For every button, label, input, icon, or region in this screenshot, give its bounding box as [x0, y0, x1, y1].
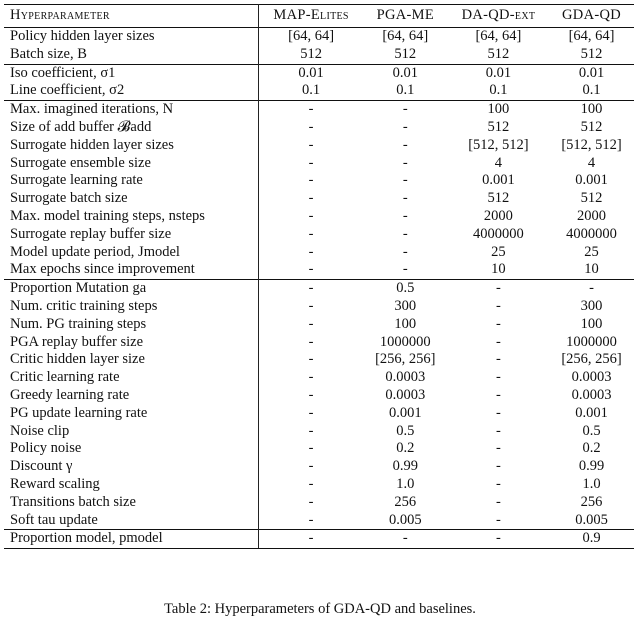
cell-pga-me: 0.99 — [392, 458, 418, 475]
cell-pga-me: 256 — [394, 493, 417, 510]
cell-hyperparameter: Surrogate hidden layer sizes — [4, 137, 259, 155]
cell-gda-qd: 25 — [584, 243, 599, 260]
cell-da-qd-ext: 512 — [487, 45, 510, 62]
cell-gda-qd: 100 — [580, 315, 603, 332]
cell-da-qd-ext: [512, 512] — [468, 136, 529, 153]
cell-hyperparameter: Max epochs since improvement — [4, 261, 259, 279]
table-row — [4, 244, 634, 262]
cell-pga-me: 0.2 — [396, 440, 415, 457]
cell-da-qd-ext: - — [495, 440, 501, 457]
table-row — [4, 476, 634, 494]
cell-pga-me: - — [402, 190, 408, 207]
cell-map-elites: - — [308, 333, 314, 350]
table-row — [4, 155, 634, 173]
cell-hyperparameter: Iso coefficient, σ1 — [4, 64, 259, 82]
table-body — [4, 28, 634, 549]
table-row — [4, 101, 634, 119]
cell-hyperparameter: Greedy learning rate — [4, 387, 259, 405]
table-caption: Table 2: Hyperparameters of GDA-QD and baselines. — [164, 601, 476, 617]
cell-pga-me: - — [402, 136, 408, 153]
cell-gda-qd: - — [549, 280, 634, 298]
cell-map-elites: - — [308, 404, 314, 421]
cell-gda-qd: 300 — [580, 297, 603, 314]
cell-pga-me: 100 — [394, 315, 417, 332]
cell-hyperparameter: Critic hidden layer size — [4, 351, 259, 369]
table-row — [4, 458, 634, 476]
cell-pga-me: 0.005 — [388, 511, 422, 528]
cell-hyperparameter: Line coefficient, σ2 — [4, 82, 259, 100]
cell-map-elites: [64, 64] — [259, 28, 363, 46]
cell-hyperparameter: Max. imagined iterations, N — [4, 101, 259, 119]
cell-map-elites: - — [308, 511, 314, 528]
cell-map-elites: - — [308, 458, 314, 475]
cell-gda-qd: 512 — [580, 118, 603, 135]
table-row — [4, 261, 634, 279]
cell-pga-me: - — [402, 225, 408, 242]
cell-hyperparameter: Surrogate ensemble size — [4, 155, 259, 173]
header-pga-me: PGA-ME — [363, 5, 448, 28]
cell-map-elites: - — [308, 297, 314, 314]
header-hyperparameter: Hyperparameter — [4, 5, 259, 28]
cell-hyperparameter: Size of add buffer 𝓑add — [4, 119, 259, 137]
cell-map-elites: 512 — [300, 45, 322, 62]
table-row — [4, 64, 634, 82]
cell-pga-me: 0.1 — [396, 82, 415, 99]
cell-pga-me: 0.5 — [363, 280, 448, 298]
cell-pga-me: 0.5 — [396, 422, 415, 439]
cell-hyperparameter: Policy hidden layer sizes — [4, 28, 259, 46]
cell-gda-qd: 512 — [580, 190, 603, 207]
table-row — [4, 423, 634, 441]
cell-pga-me: [256, 256] — [375, 351, 436, 368]
cell-pga-me: 300 — [394, 297, 417, 314]
table-row — [4, 82, 634, 100]
cell-gda-qd: 2000 — [577, 207, 607, 224]
cell-pga-me: 0.01 — [363, 64, 448, 82]
cell-gda-qd: 0.0003 — [571, 369, 612, 386]
cell-gda-qd: 1000000 — [566, 333, 617, 350]
cell-hyperparameter: Model update period, Jmodel — [4, 244, 259, 262]
cell-map-elites: - — [308, 493, 314, 510]
cell-map-elites: - — [308, 261, 314, 278]
table-row — [4, 387, 634, 405]
cell-gda-qd: [256, 256] — [561, 351, 622, 368]
cell-map-elites: - — [308, 351, 314, 368]
cell-hyperparameter: Noise clip — [4, 423, 259, 441]
cell-hyperparameter: Reward scaling — [4, 476, 259, 494]
cell-da-qd-ext: 512 — [487, 190, 510, 207]
cell-pga-me: [64, 64] — [363, 28, 448, 46]
cell-da-qd-ext: - — [495, 422, 501, 439]
cell-da-qd-ext: 0.001 — [482, 172, 515, 189]
cell-map-elites: - — [308, 243, 314, 260]
cell-map-elites: - — [308, 207, 314, 224]
table-row — [4, 334, 634, 352]
cell-pga-me: - — [402, 118, 408, 135]
cell-map-elites: 0.01 — [259, 64, 363, 82]
cell-hyperparameter: Num. critic training steps — [4, 298, 259, 316]
table-row — [4, 316, 634, 334]
cell-pga-me: - — [402, 261, 408, 278]
cell-da-qd-ext: - — [495, 493, 501, 510]
cell-gda-qd: 0.5 — [582, 422, 601, 439]
table-row — [4, 119, 634, 137]
cell-map-elites: - — [259, 101, 363, 119]
table-row — [4, 172, 634, 190]
cell-hyperparameter: Proportion Mutation ga — [4, 280, 259, 298]
table-row — [4, 494, 634, 512]
cell-gda-qd: 100 — [549, 101, 634, 119]
cell-da-qd-ext: - — [495, 458, 501, 475]
cell-da-qd-ext: - — [495, 351, 501, 368]
cell-da-qd-ext: - — [495, 333, 501, 350]
cell-map-elites: - — [308, 440, 314, 457]
cell-map-elites: - — [308, 386, 314, 403]
cell-hyperparameter: Surrogate learning rate — [4, 172, 259, 190]
cell-pga-me: - — [402, 243, 408, 260]
cell-da-qd-ext: 4 — [494, 154, 503, 171]
cell-hyperparameter: Transitions batch size — [4, 494, 259, 512]
cell-gda-qd: 0.2 — [582, 440, 601, 457]
cell-map-elites: - — [308, 225, 314, 242]
cell-gda-qd: [512, 512] — [561, 136, 622, 153]
cell-map-elites: - — [308, 369, 314, 386]
cell-gda-qd: 0.01 — [549, 64, 634, 82]
cell-da-qd-ext: - — [495, 297, 501, 314]
cell-da-qd-ext: 0.01 — [448, 64, 549, 82]
cell-map-elites: - — [308, 315, 314, 332]
cell-da-qd-ext: - — [495, 511, 501, 528]
table-row — [4, 137, 634, 155]
table-row — [4, 280, 634, 298]
cell-gda-qd: 0.99 — [578, 458, 605, 475]
cell-gda-qd: 4 — [587, 154, 596, 171]
cell-pga-me: 0.0003 — [385, 386, 426, 403]
cell-da-qd-ext: - — [495, 386, 501, 403]
cell-da-qd-ext: 10 — [491, 261, 506, 278]
cell-map-elites: - — [308, 422, 314, 439]
cell-pga-me: 1000000 — [379, 333, 431, 350]
cell-pga-me: 1.0 — [396, 475, 415, 492]
cell-da-qd-ext: 25 — [491, 243, 506, 260]
cell-gda-qd: 0.005 — [575, 511, 608, 528]
cell-map-elites: - — [308, 475, 314, 492]
table-row — [4, 226, 634, 244]
table-row — [4, 351, 634, 369]
cell-hyperparameter: Critic learning rate — [4, 369, 259, 387]
table-row — [4, 28, 634, 46]
cell-da-qd-ext: [64, 64] — [448, 28, 549, 46]
cell-map-elites: 0.1 — [302, 82, 321, 99]
cell-gda-qd: 10 — [584, 261, 599, 278]
table-row — [4, 530, 634, 549]
cell-pga-me: 0.0003 — [385, 369, 426, 386]
cell-hyperparameter: Num. PG training steps — [4, 316, 259, 334]
cell-map-elites: - — [259, 280, 363, 298]
cell-map-elites: - — [308, 172, 314, 189]
cell-gda-qd: 512 — [580, 45, 603, 62]
header-gda-qd: GDA-QD — [549, 5, 634, 28]
cell-da-qd-ext: - — [495, 369, 501, 386]
cell-gda-qd: [64, 64] — [549, 28, 634, 46]
cell-da-qd-ext: - — [448, 280, 549, 298]
cell-pga-me: - — [402, 172, 408, 189]
cell-da-qd-ext: - — [495, 475, 501, 492]
cell-hyperparameter: PGA replay buffer size — [4, 334, 259, 352]
table-row — [4, 405, 634, 423]
hyperparameter-table — [4, 4, 634, 549]
table-row — [4, 208, 634, 226]
cell-gda-qd: 0.0003 — [571, 386, 612, 403]
header-map-elites: MAP-Elites — [259, 5, 363, 28]
cell-da-qd-ext: 100 — [448, 101, 549, 119]
cell-pga-me: - — [402, 207, 408, 224]
cell-pga-me: - — [363, 101, 448, 119]
header-da-qd-ext: DA-QD-ext — [448, 5, 549, 28]
cell-pga-me: - — [363, 530, 448, 549]
cell-hyperparameter: Soft tau update — [4, 512, 259, 530]
table-row — [4, 440, 634, 458]
cell-gda-qd: 0.001 — [575, 172, 608, 189]
cell-pga-me: 0.001 — [388, 404, 422, 421]
cell-hyperparameter: PG update learning rate — [4, 405, 259, 423]
cell-gda-qd: 0.001 — [575, 404, 608, 421]
cell-gda-qd: 4000000 — [566, 225, 617, 242]
table-row — [4, 190, 634, 208]
cell-hyperparameter: Surrogate batch size — [4, 190, 259, 208]
cell-hyperparameter: Batch size, B — [4, 46, 259, 64]
cell-map-elites: - — [259, 530, 363, 549]
cell-gda-qd: 1.0 — [582, 475, 601, 492]
cell-da-qd-ext: 512 — [487, 118, 510, 135]
cell-da-qd-ext: - — [495, 315, 501, 332]
cell-hyperparameter: Policy noise — [4, 440, 259, 458]
cell-da-qd-ext: 0.1 — [489, 82, 508, 99]
cell-map-elites: - — [308, 154, 314, 171]
cell-pga-me: 512 — [394, 45, 417, 62]
cell-da-qd-ext: 2000 — [483, 207, 513, 224]
cell-hyperparameter: Proportion model, pmodel — [4, 530, 259, 549]
cell-da-qd-ext: - — [495, 404, 501, 421]
table-row — [4, 369, 634, 387]
cell-gda-qd: 0.1 — [582, 82, 601, 99]
cell-map-elites: - — [308, 118, 314, 135]
table-row — [4, 46, 634, 64]
table-row — [4, 512, 634, 530]
cell-da-qd-ext: - — [448, 530, 549, 549]
table-header-row — [4, 5, 634, 28]
cell-gda-qd: 256 — [580, 493, 603, 510]
cell-gda-qd: 0.9 — [549, 530, 634, 549]
cell-da-qd-ext: 4000000 — [473, 225, 524, 242]
cell-map-elites: - — [308, 136, 314, 153]
cell-hyperparameter: Surrogate replay buffer size — [4, 226, 259, 244]
cell-hyperparameter: Discount γ — [4, 458, 259, 476]
cell-hyperparameter: Max. model training steps, nsteps — [4, 208, 259, 226]
cell-map-elites: - — [308, 190, 314, 207]
cell-pga-me: - — [402, 154, 408, 171]
table-row — [4, 298, 634, 316]
